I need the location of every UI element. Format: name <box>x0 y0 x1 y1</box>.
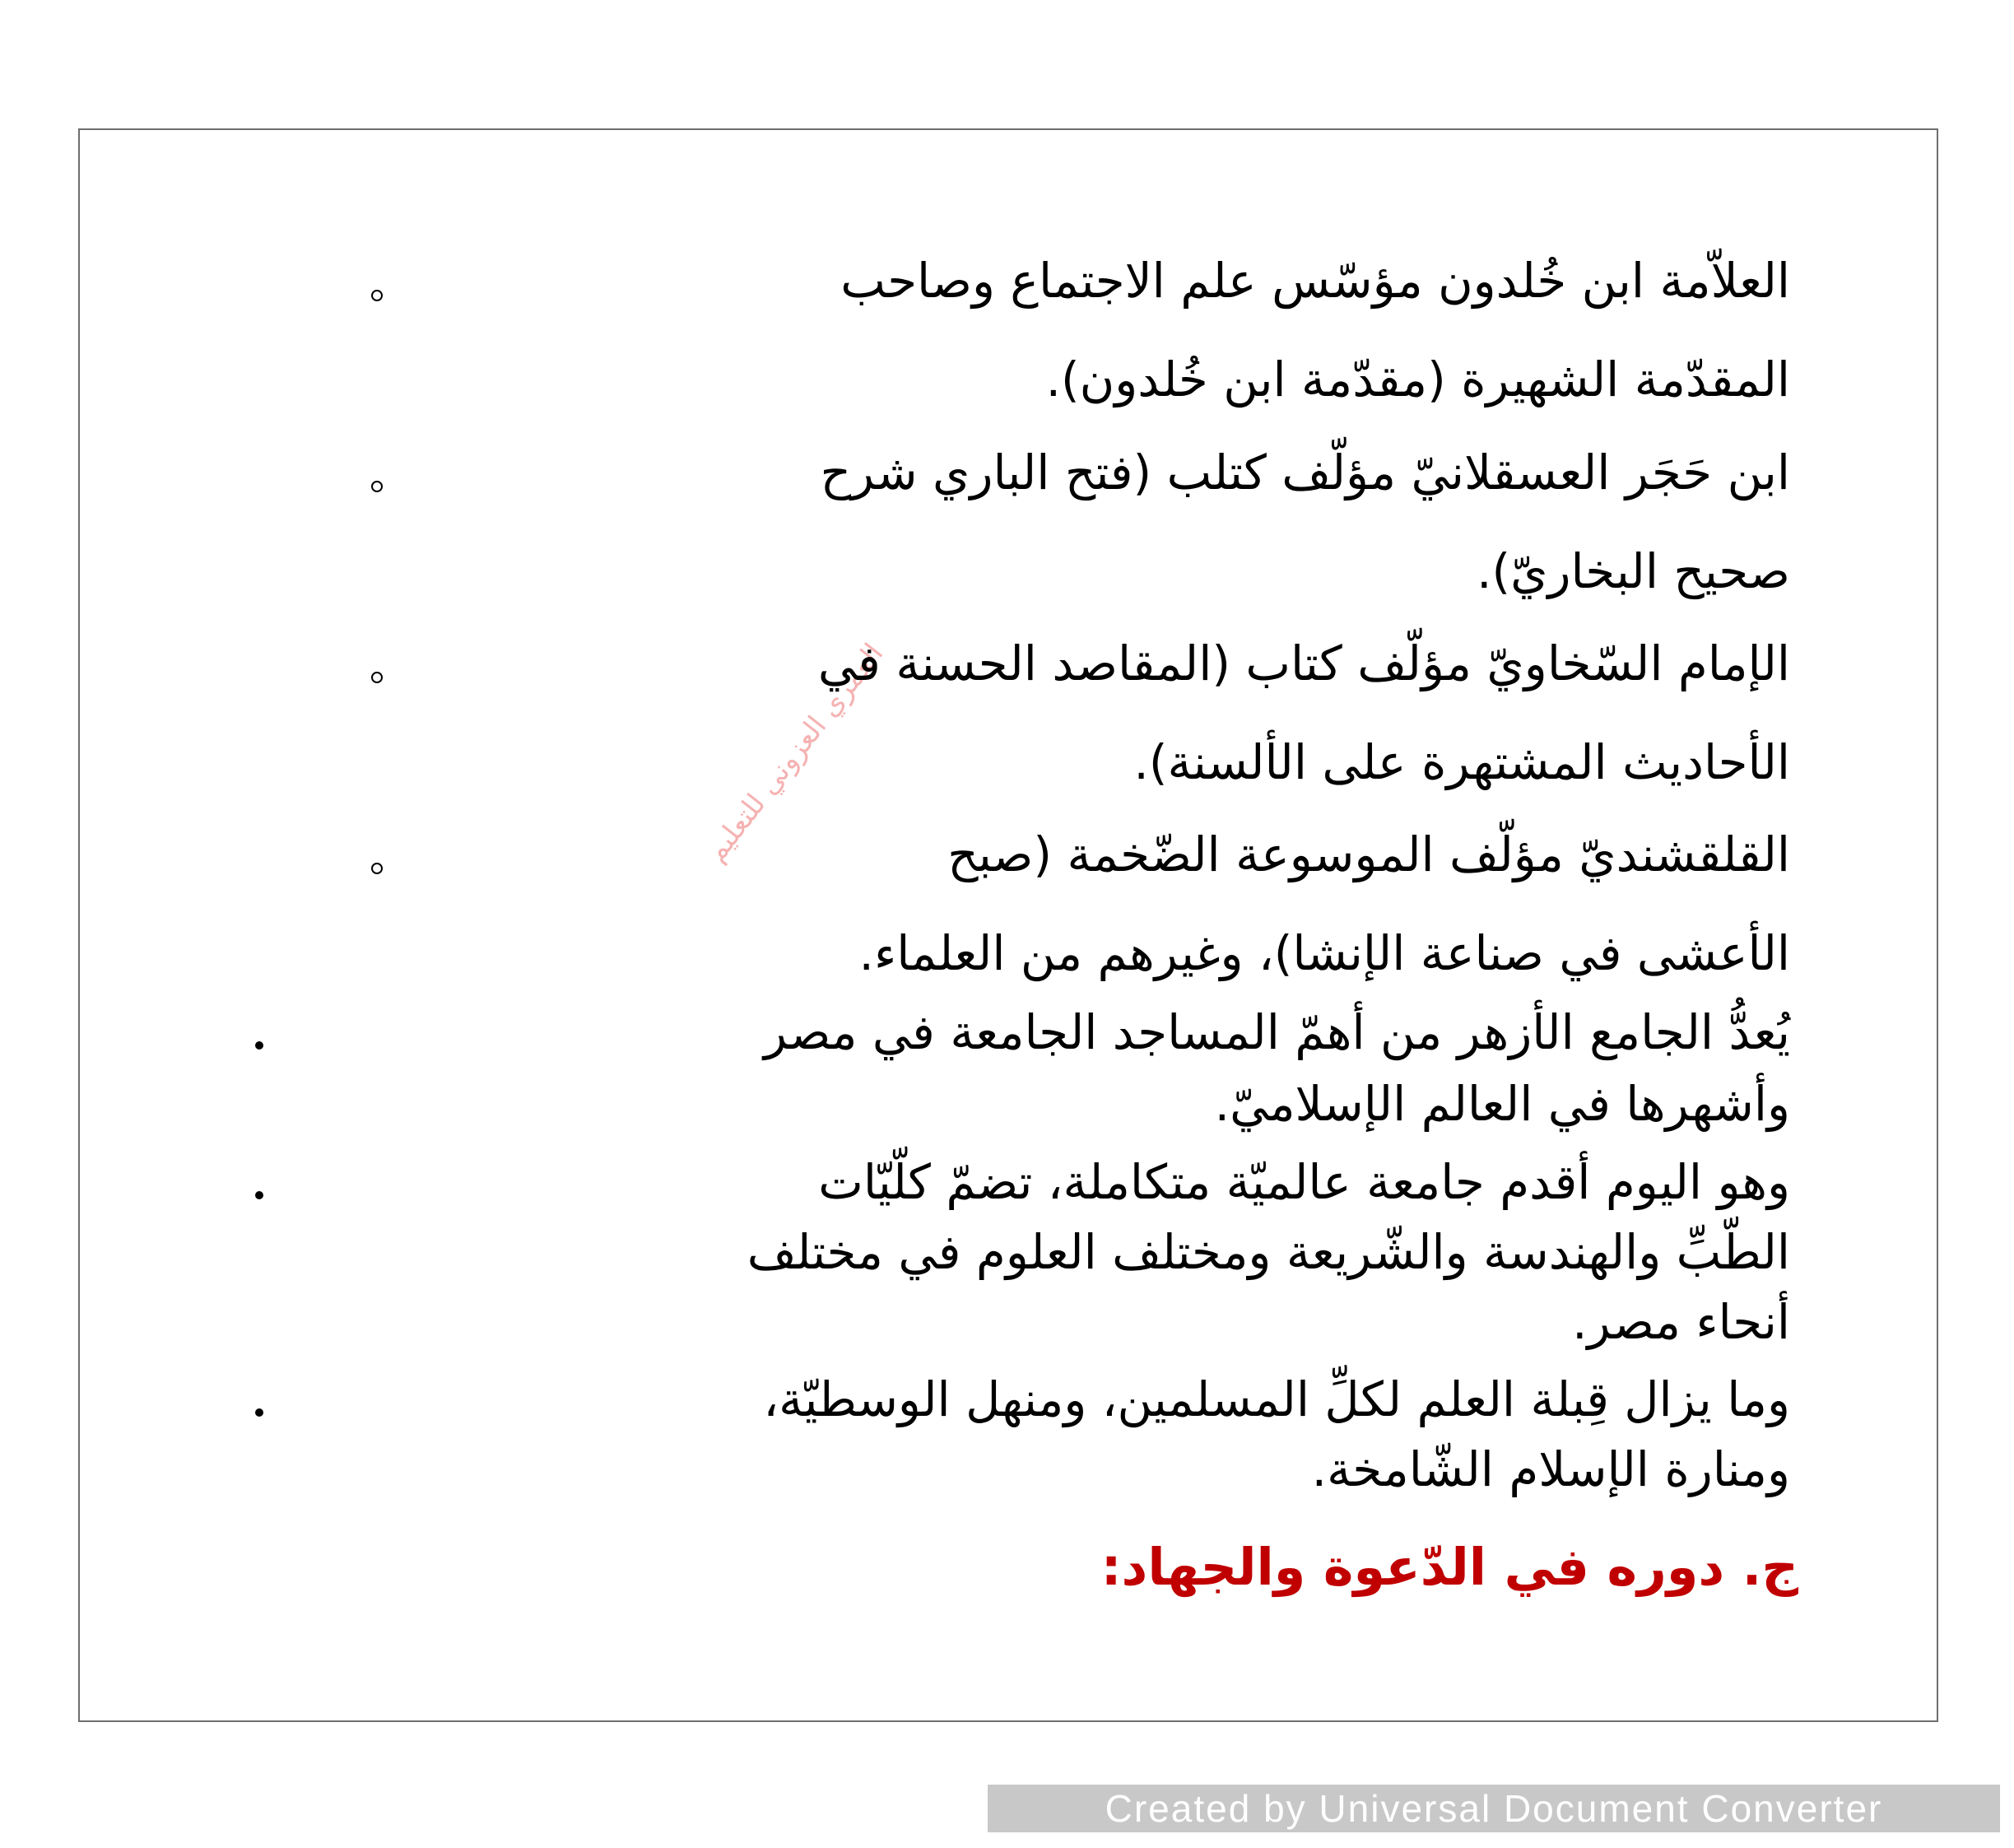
paragraph-bullet-1 <box>255 1041 263 1050</box>
paragraph-2-line-3: أنحاء مصر. <box>1572 1294 1790 1350</box>
section-heading: ج. دوره في الدّعوة والجهاد: <box>1100 1537 1798 1597</box>
list-bullet-3 <box>371 672 383 683</box>
list-item-3-line-1: الإمام السّخاويّ مؤلّف كتاب (المقاصد الحسنة في <box>817 635 1790 691</box>
paragraph-1-line-1: يُعدُّ الجامع الأزهر من أهمّ المساجد الجامعة في مصر <box>764 1004 1790 1060</box>
converter-footer-banner: Created by Universal Document Converter <box>988 1785 2000 1832</box>
list-bullet-4 <box>371 863 383 874</box>
list-bullet-2 <box>371 481 383 492</box>
list-item-2-line-1: ابن حَجَر العسقلانيّ مؤلّف كتلب (فتح الباري شرح <box>820 445 1790 500</box>
paragraph-3-line-1: وما يزال قِبلة العلم لكلِّ المسلمين، ومنهل الوسطيّة، <box>763 1371 1790 1427</box>
paragraph-bullet-3 <box>255 1408 263 1417</box>
paragraph-2-line-2: الطّبِّ والهندسة والشّريعة ومختلف العلوم في مختلف <box>747 1224 1790 1280</box>
list-item-3-line-2: الأحاديث المشتهرة على الألسنة). <box>1133 734 1790 790</box>
list-item-4-line-2: الأعشى في صناعة الإنشا)، وغيرهم من العلماء. <box>858 925 1790 981</box>
list-item-1-line-2: المقدّمة الشهيرة (مقدّمة ابن خُلدون). <box>1045 351 1790 407</box>
list-item-1-line-1: العلاّمة ابن خُلدون مؤسّس علم الاجتماع وصاحب <box>840 253 1790 309</box>
watermark-text: العمري العزوني للتعليم <box>700 637 891 868</box>
paragraph-bullet-2 <box>255 1191 263 1199</box>
paragraph-1-line-2: وأشهرها في العالم الإسلاميّ. <box>1214 1076 1790 1132</box>
list-item-4-line-1: القلقشنديّ مؤلّف الموسوعة الضّخمة (صبح <box>947 826 1790 882</box>
paragraph-3-line-2: ومنارة الإسلام الشّامخة. <box>1311 1441 1790 1497</box>
list-bullet-1 <box>371 290 383 301</box>
list-item-2-line-2: صحيح البخاريّ). <box>1477 543 1790 599</box>
paragraph-2-line-1: وهو اليوم أقدم جامعة عالميّة متكاملة، تضمّ كلّيّات <box>818 1154 1790 1210</box>
